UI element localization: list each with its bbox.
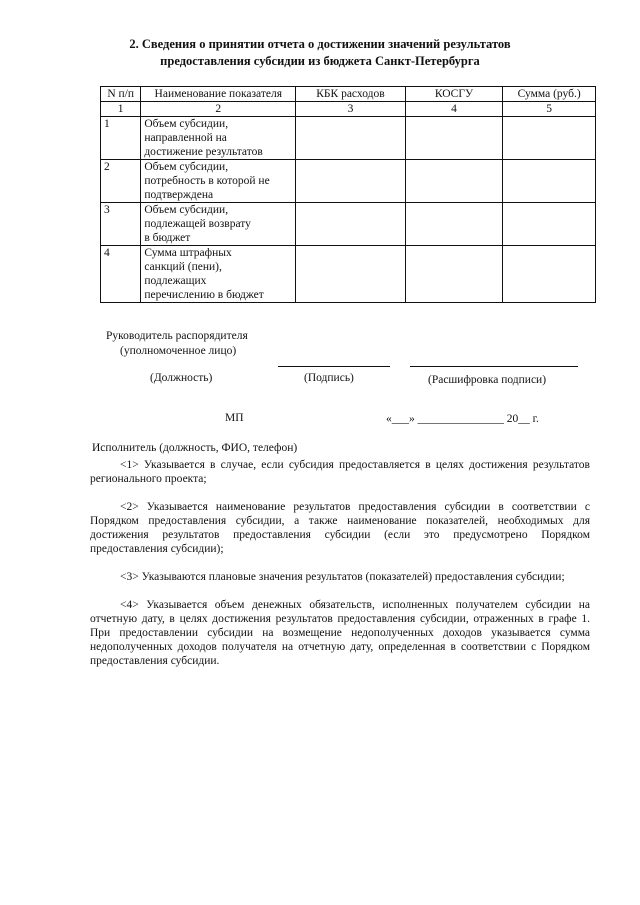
head-title-line-2: (уполномоченное лицо)	[120, 345, 237, 357]
row-sum-cell	[503, 117, 596, 160]
decode-label: (Расшифровка подписи)	[428, 374, 547, 386]
row-kbk-cell	[296, 246, 405, 303]
table-row	[101, 246, 596, 303]
table-row	[101, 117, 596, 160]
row-sum-cell	[503, 160, 596, 203]
report-table	[100, 86, 596, 303]
signature-line	[278, 366, 390, 367]
header-num: N п/п	[101, 87, 141, 102]
row-indicator-name: Объем субсидии, направленной на достижение результатов	[141, 117, 296, 160]
head-title-line-1: Руководитель распорядителя	[106, 330, 248, 342]
table-row	[101, 203, 596, 246]
footnotes	[90, 458, 590, 682]
footnote-2: <2> Указывается наименование результатов предоставления субсидии в соответствии с Порядком предоставления субсидии, а также наименование показателей, необходимых для достижения результатов предоставления субсидии (если это предусмотрено Порядком предоставления субсидии);	[90, 501, 590, 555]
column-number-row	[101, 102, 596, 117]
row-kosgu-cell	[405, 117, 503, 160]
row-sum-cell	[503, 246, 596, 303]
row-kosgu-cell	[405, 160, 503, 203]
column-number: 3	[296, 102, 405, 117]
row-number: 2	[101, 160, 141, 203]
column-number: 2	[141, 102, 296, 117]
signature-label: (Подпись)	[304, 372, 354, 384]
section-title-line-1: 2. Сведения о принятии отчета о достижении значений результатов	[129, 37, 511, 51]
row-sum-cell	[503, 203, 596, 246]
header-kosgu: КОСГУ	[405, 87, 503, 102]
row-kbk-cell	[296, 160, 405, 203]
row-kbk-cell	[296, 117, 405, 160]
section-title-line-2: предоставления субсидии из бюджета Санкт-Петербурга	[160, 54, 480, 68]
column-number: 4	[405, 102, 503, 117]
footnote-4: <4> Указывается объем денежных обязательств, исполненных получателем субсидии на отчетную дату, в целях достижения результатов предоставления субсидии, отраженных в графе 1. При предоставлении субсидии на возмещение недополученных доходов указывается сумма недополученных доходов получателя на отчетную дату, определенная в соответствии с Порядком предоставления субсидии.	[90, 599, 590, 667]
decode-line	[410, 366, 578, 367]
seal-mark-label: МП	[225, 412, 244, 424]
footnote-1: <1> Указывается в случае, если субсидия предоставляется в целях достижения результатов регионального проекта;	[90, 459, 590, 485]
row-number: 1	[101, 117, 141, 160]
row-number: 3	[101, 203, 141, 246]
row-kosgu-cell	[405, 203, 503, 246]
header-indicator: Наименование показателя	[141, 87, 296, 102]
footnote-3: <3> Указываются плановые значения результатов (показателей) предоставления субсидии;	[120, 571, 565, 583]
column-number: 5	[503, 102, 596, 117]
position-label: (Должность)	[150, 372, 213, 384]
date-field: «___» _______________ 20__ г.	[386, 413, 539, 425]
section-title	[100, 36, 540, 70]
row-indicator-name: Объем субсидии, потребность в которой не подтверждена	[141, 160, 296, 203]
row-indicator-name: Сумма штрафных санкций (пени), подлежащих перечислению в бюджет	[141, 246, 296, 303]
header-kbk: КБК расходов	[296, 87, 405, 102]
column-number: 1	[101, 102, 141, 117]
table-header-row	[101, 87, 596, 102]
row-indicator-name: Объем субсидии, подлежащей возврату в бюджет	[141, 203, 296, 246]
table-row	[101, 160, 596, 203]
row-kbk-cell	[296, 203, 405, 246]
executor-label: Исполнитель (должность, ФИО, телефон)	[92, 442, 298, 454]
header-sum: Сумма (руб.)	[503, 87, 596, 102]
row-number: 4	[101, 246, 141, 303]
row-kosgu-cell	[405, 246, 503, 303]
